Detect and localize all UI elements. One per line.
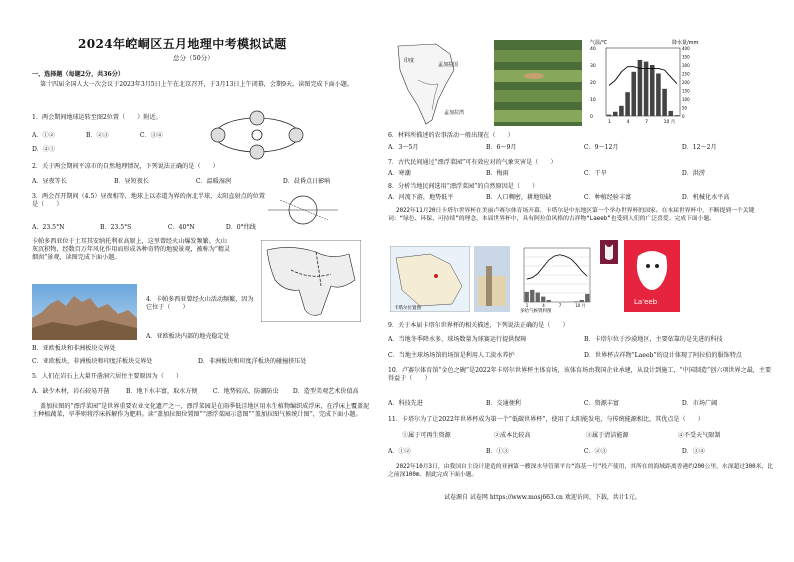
option[interactable]: A．①②	[32, 132, 55, 139]
option[interactable]: B．①③	[485, 448, 509, 455]
intro-6: 盖加拉图的“漂浮菜园”是世界重要农业文化遗产之一，漂浮菜园是在雨季低洼地区用水生植物编织成浮床，在浮床上覆盖泥土种植蔬菜，旱季则将浮床拆解作为肥料。读“盖加拉图位置图”“漂浮菜园示意图”“盖加拉图气候统计图”，完成下面小题。	[32, 403, 370, 419]
precip-bar	[547, 300, 551, 302]
option[interactable]: D．12～2月	[681, 144, 717, 151]
option[interactable]: B．23.5°S	[99, 224, 132, 231]
option[interactable]: A．昼夜等长	[32, 178, 67, 185]
precip-bar	[585, 294, 589, 302]
floating-garden-photo	[494, 40, 582, 126]
option[interactable]: C．9～12月	[583, 144, 619, 151]
temp-line	[609, 67, 677, 86]
cappadocia-photo	[32, 284, 137, 340]
tick-label: 7	[645, 120, 648, 125]
statement: ④不受天气限制	[677, 432, 721, 439]
earth-icon	[250, 111, 264, 125]
option[interactable]: D．造型美观艺术价值高	[292, 388, 359, 395]
question-3: 3．两会召开期间（4.5）昼夜相等，地球上以赤道为界的南北半球，太阳直射点的位置是（ ）	[32, 193, 265, 209]
tick-label: 200	[682, 80, 690, 85]
q11-options	[388, 448, 705, 456]
precip-bar	[650, 65, 655, 116]
question-10: 10．卢赛尔体育馆“金色之碗”是2022年卡塔尔世界杯主体育场，该体育场由我国企业承建，从设计到施工，“中国制造”创六项世界之最，主要得益于（ ）	[388, 367, 772, 383]
intro-4: 卡帕多西亚位于土耳其安纳托利亚高原上，这里曾经火山爆发频繁。火山灰沉积物，经数百万年风化作用而形成各种奇特的地貌景观，被称为“精灵烟囱”景观，读图完成下面小题。	[32, 238, 231, 262]
q4-option-d[interactable]: D．非洲板块和印度洋板块的碰撞挤压处	[198, 358, 307, 365]
q2-options	[32, 178, 330, 186]
question-4: 4．卡帕多西亚曾经火山活动频繁，因为它位于（ ）	[146, 296, 254, 312]
earth-icon	[211, 128, 225, 142]
tick-label: 10 月	[575, 303, 586, 308]
option[interactable]: C．干旱	[583, 170, 607, 177]
map-label: 孟加拉国	[438, 62, 459, 68]
option[interactable]: A．缺少木材，岩石较易开凿	[32, 388, 110, 395]
qatar-map	[390, 246, 470, 312]
question-1: 1．两会期间地球运转至图2位置（ ）附近。	[32, 114, 162, 121]
plate-map	[261, 240, 361, 322]
option[interactable]: A．科技先进	[388, 400, 423, 407]
tick-label: 4	[542, 303, 545, 308]
orbit-diagram	[204, 110, 310, 160]
location-map	[388, 40, 488, 126]
option[interactable]: B．昼短夜长	[113, 178, 149, 185]
mascot-image	[624, 240, 680, 312]
option[interactable]: C．温暖湿润	[195, 178, 232, 185]
option[interactable]: B．人口稠密，耕地短缺	[485, 194, 552, 201]
statement: ②成本比较高	[493, 432, 531, 439]
option[interactable]: C．资源丰富	[583, 400, 620, 407]
option[interactable]: B．梅雨	[485, 170, 509, 177]
option[interactable]: B．6～9月	[485, 144, 517, 151]
q3-options	[32, 224, 256, 232]
q6-options	[388, 144, 717, 152]
precip-bar	[541, 297, 545, 302]
option[interactable]: C．40°N	[167, 224, 195, 231]
q4-option-a[interactable]: A．亚欧板块内部的地壳稳定处	[146, 333, 230, 340]
plot-frame	[606, 48, 680, 116]
option[interactable]: D．0°纬线	[225, 224, 256, 231]
sun-icon	[252, 130, 262, 140]
q1-options	[32, 132, 200, 140]
option[interactable]: B．交通便利	[485, 400, 521, 407]
q9-option-c[interactable]: C．当地主球场场馆的场馆是利用人工淡水养护	[388, 352, 515, 359]
question-7: 7．古代民间通过“漂浮菜园”可有效应对的气象灾害是（ ）	[388, 159, 557, 166]
q5-options	[32, 388, 359, 396]
option[interactable]: B．地下水丰富，取水方便	[125, 388, 198, 395]
q9-option-a[interactable]: A．当地冬季降水多，球场数量为球赛运行提供保障	[388, 336, 527, 343]
y-left-label: 气温/℃	[590, 40, 608, 46]
precip-bar	[619, 106, 624, 116]
question-5: 5．人们在岩石上大量开凿洞穴居住主要原因为（ ）	[32, 373, 183, 380]
option[interactable]: D．市场广阔	[681, 400, 718, 407]
sun-angle-diagram	[266, 192, 341, 228]
score-note: 总分（50分）	[173, 54, 214, 62]
precip-bar	[675, 115, 680, 116]
q8-options	[388, 194, 729, 202]
q11-statements	[402, 432, 720, 440]
earth-icon	[289, 128, 303, 142]
question-6: 6．材料所描述的农事活动一般出现在（ ）	[388, 132, 514, 139]
tick-label: 20	[590, 81, 596, 86]
option[interactable]: A．23.5°N	[32, 224, 65, 231]
option[interactable]: C．②③	[583, 448, 607, 455]
qatar-photo	[474, 246, 510, 312]
precip-bar	[607, 115, 612, 116]
footer-note[interactable]: 试卷源自 试卷网 https://www.mosj663.cn 欢迎访问、下载，共计1元。	[444, 494, 641, 501]
tick-label: 300	[682, 63, 690, 68]
precip-bar	[525, 292, 529, 302]
option[interactable]: A．河流下游，地势低平	[388, 194, 454, 201]
statement: ①属于可再生资源	[402, 432, 451, 439]
tick-label: 10 月	[663, 120, 676, 125]
map-label: 孟加拉湾	[444, 110, 465, 116]
tick-label: 7	[558, 303, 562, 308]
option[interactable]: D．晨昏点日影响	[282, 178, 331, 185]
question-9: 9．关于本届卡塔尔世界杯的相关描述，下列说法正确的是（ ）	[388, 322, 569, 329]
option[interactable]: A．寒潮	[388, 170, 411, 177]
q4-option-b[interactable]: B．亚欧板块和非洲板块交界处	[32, 345, 116, 352]
tick-label: 1	[525, 303, 529, 308]
world-cup-logo	[600, 240, 618, 264]
option[interactable]: C．种植经验丰富	[583, 194, 632, 201]
option[interactable]: D．机械化水平高	[681, 194, 730, 201]
precip-bar	[613, 112, 618, 116]
tick-label: 0	[682, 114, 685, 119]
precip-bar	[574, 301, 578, 302]
section-heading: 一、选择题（每题2分，共36分）	[32, 71, 124, 78]
y-right-label: 降水量/mm	[672, 40, 698, 46]
tick-label: 4	[626, 120, 630, 125]
q9-option-d[interactable]: D．世界杯吉祥物“Laeeb”的设计体现了阿拉伯的服饰特点	[584, 352, 742, 359]
tick-label: 350	[682, 54, 690, 60]
question-11: 11．卡塔尔为了让2022年世界杯成为第一个“低碳世界杯”，使用了太阳能发电，与传统能源相比，其优点是（ ）	[388, 416, 704, 423]
tick-label: 30	[590, 64, 596, 69]
q4-option-c[interactable]: C．亚欧板块、非洲板块和印度洋板块交界处	[32, 358, 153, 365]
outro-paragraph: 2022年10月3日，由我国自主设计建造的亚洲第一艘深水导管架平台“海基一号”投产使用，其所在的海域距离香港约200公里，水深超过300米，比之前深100m。据此完成下面小题。	[388, 464, 773, 478]
tick-label: 1	[608, 120, 611, 125]
q10-options	[388, 400, 717, 408]
mascot-name: La'eeb	[634, 298, 658, 306]
option[interactable]: A．3～5月	[388, 144, 419, 151]
tick-label: 100	[682, 97, 690, 102]
option[interactable]: C．地势较高，防潮防虫	[212, 388, 279, 395]
earth-icon	[250, 145, 264, 159]
exam-title: 2024年崆峒区五月地理中考模拟试题	[78, 37, 287, 51]
statement: ③属于清洁能源	[585, 432, 629, 439]
temp-line	[527, 255, 588, 279]
tick-label: 40	[590, 47, 596, 52]
map-title: 卡塔尔位置图	[394, 306, 421, 311]
precip-bar	[625, 92, 630, 116]
option[interactable]: B．②③	[85, 132, 109, 139]
q7-options	[388, 170, 705, 178]
precip-bar	[530, 290, 534, 302]
tick-label: 250	[682, 71, 690, 77]
option[interactable]: A．①②	[388, 448, 411, 455]
precip-bar	[662, 89, 667, 116]
option[interactable]: D．洪涝	[681, 170, 705, 177]
chart-title: 多哈气候资料图	[520, 309, 552, 314]
tick-label: 400	[682, 46, 690, 51]
intro-1: 第十四届全国人大一次会议于2023年3月5日上午在北京召开，于3月13日上午闭幕，会期9天。读图完成下面小题。	[40, 81, 353, 88]
map-label: 印度	[404, 58, 415, 64]
precip-bar	[644, 62, 649, 116]
precip-bar	[580, 300, 584, 302]
tick-label: 150	[682, 88, 690, 94]
question-2: 2．关于两会期间平凉市的自然地理情况，下列说法正确的是（ ）	[32, 163, 219, 170]
q9-option-b[interactable]: B．卡塔尔位于沙漠地区，主要依靠的是先进的科技	[584, 336, 723, 343]
question-8: 8．分析当地民间选用“漂浮菜园”的自然原因是（ ）	[388, 183, 539, 190]
option[interactable]: D．③④	[681, 448, 705, 455]
intro-9: 2022年11月20日卡塔尔世界杯在美丽卢赛尔体育场开幕，卡塔尔是中东地区第一个举办世界杯的国家。在本届世界杯中，不断提到一个关键词：“绿色、环保、可持续”的理念，本届世界杯中，具有阿拉伯风格的吉祥物“Laeeb”也受到人们的广泛喜爱。完成下面小题。	[388, 208, 755, 222]
tick-label: 10	[590, 98, 596, 103]
precip-bar	[631, 72, 636, 116]
q1-option-d[interactable]: D．④①	[32, 146, 56, 153]
precip-bar	[656, 74, 661, 117]
tick-label: 50	[682, 105, 688, 111]
climate-chart-1	[588, 38, 698, 130]
option[interactable]: C．③④	[139, 132, 163, 139]
precip-bar	[536, 293, 540, 302]
climate-chart-2	[516, 244, 596, 314]
precip-bar	[668, 111, 673, 116]
tick-label: 0	[590, 115, 593, 120]
